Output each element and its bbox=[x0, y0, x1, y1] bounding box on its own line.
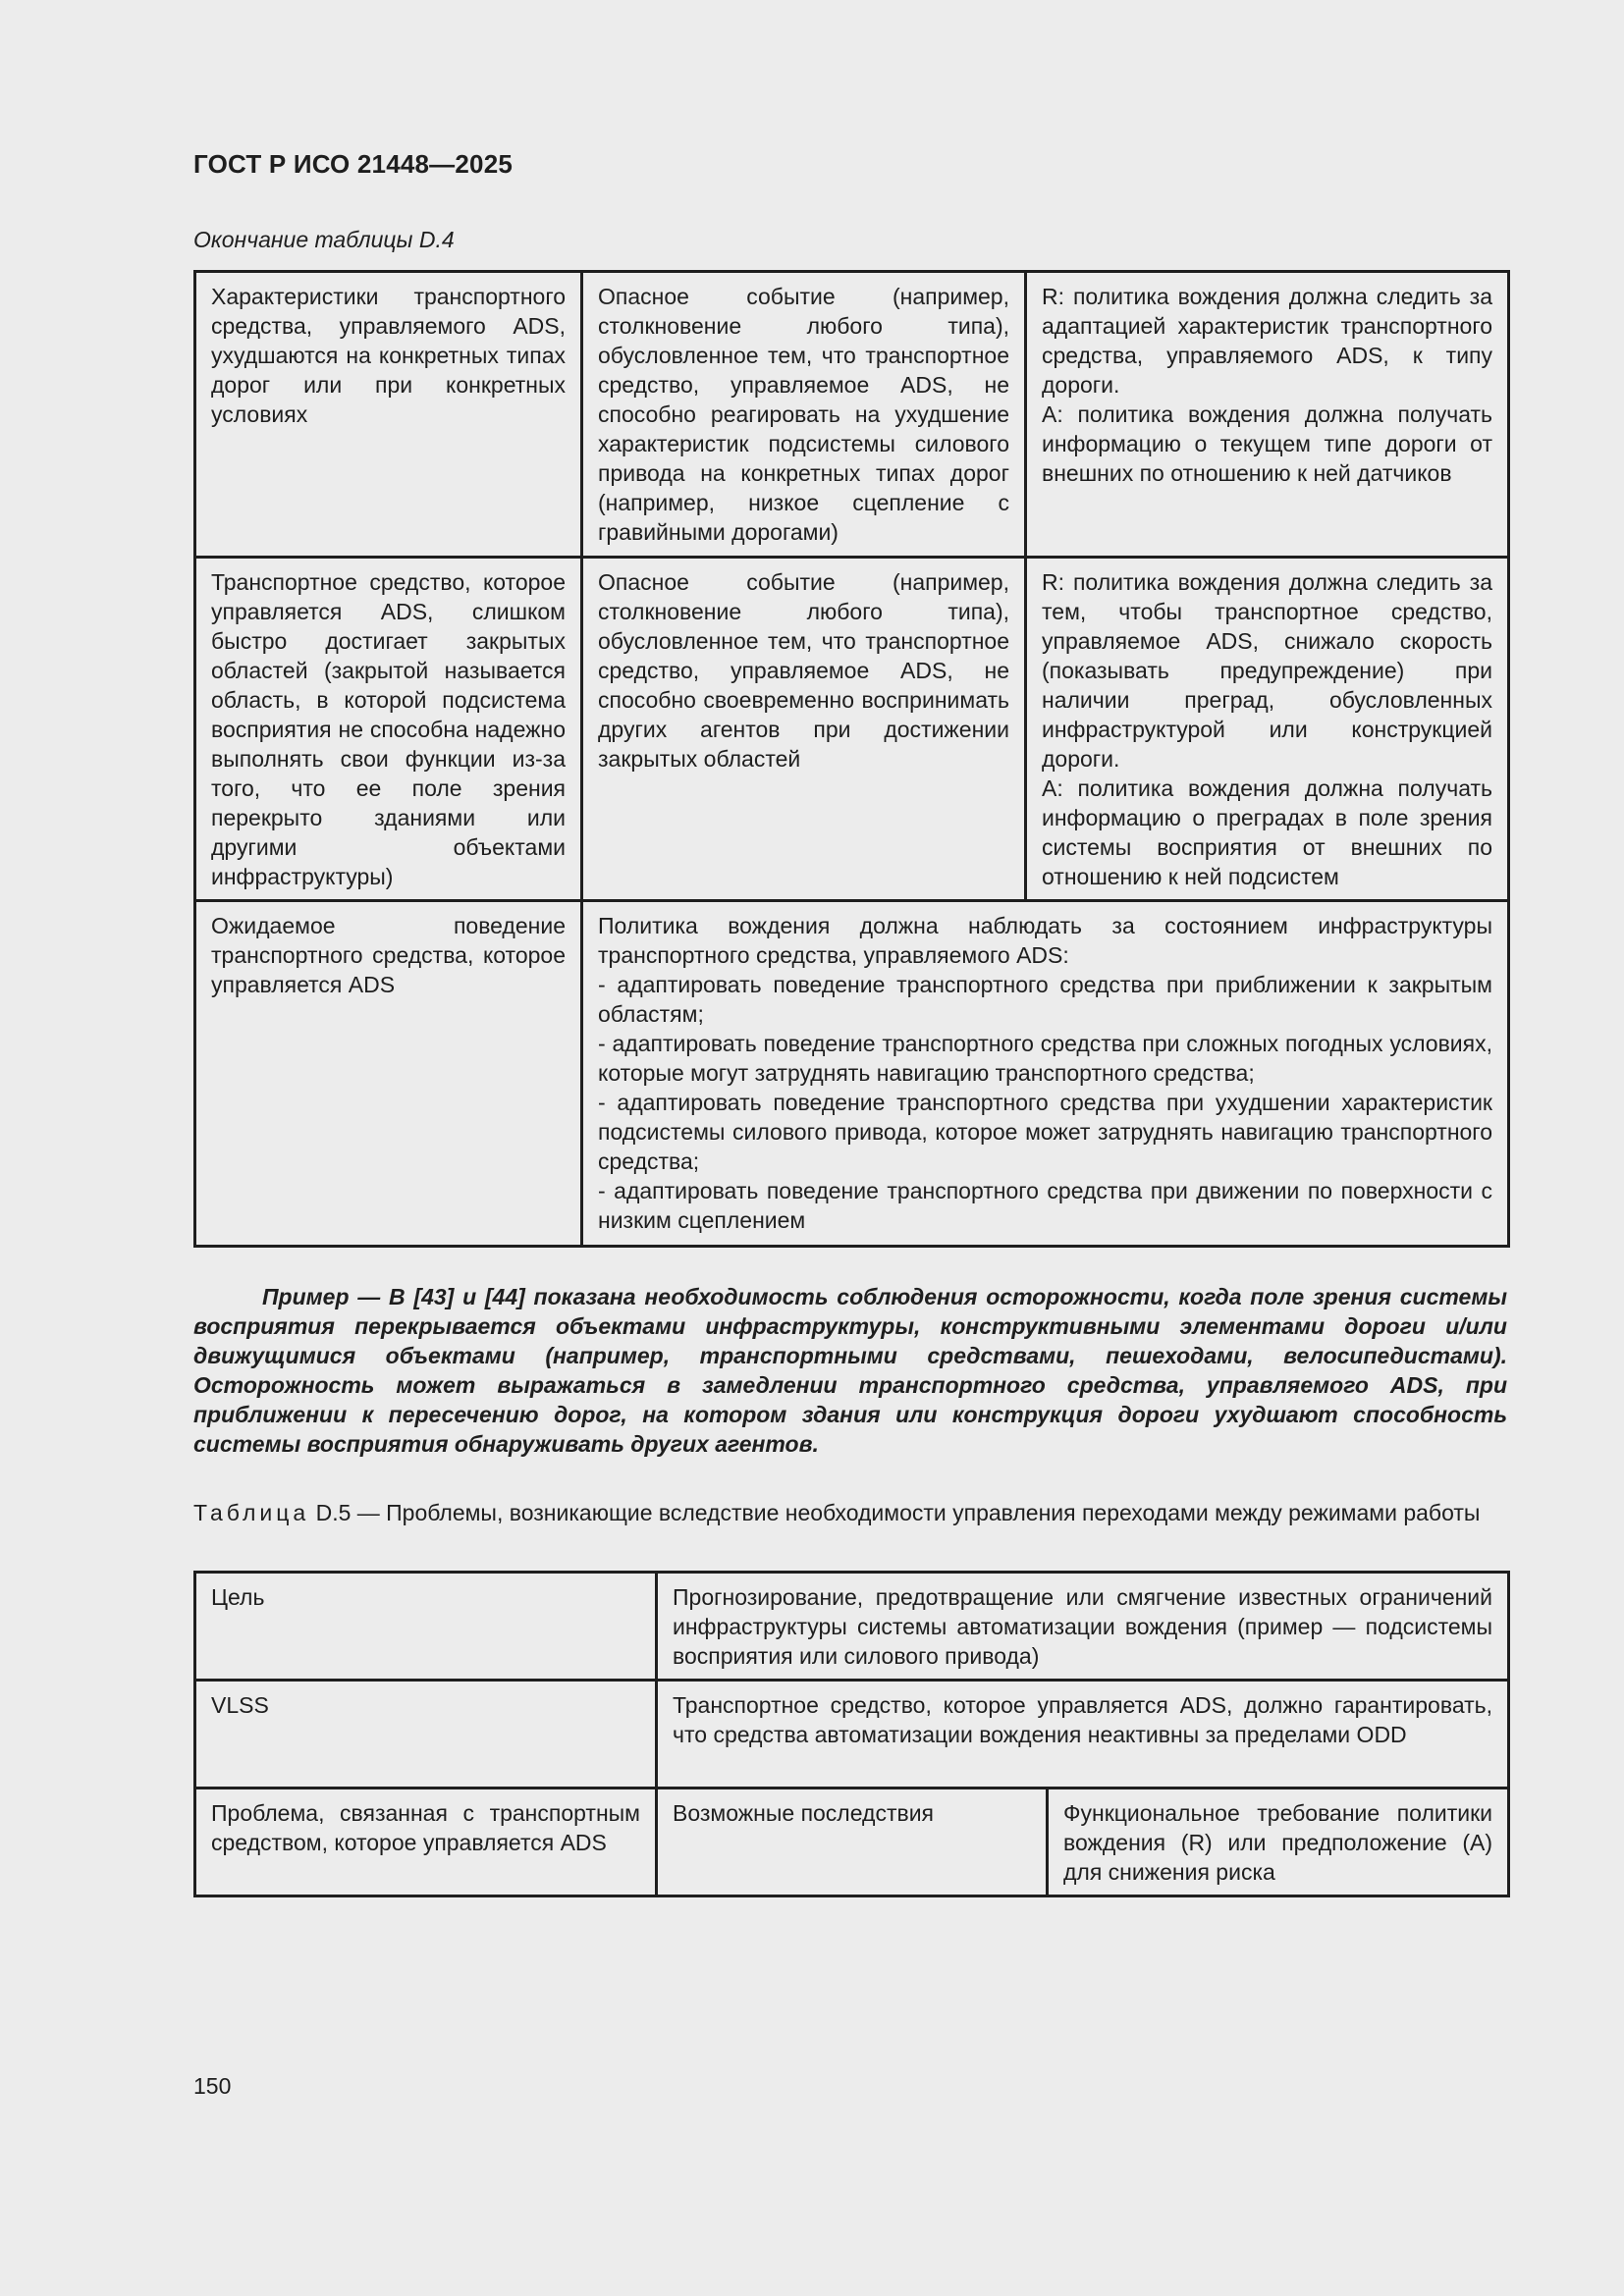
table-cell-requirement bbox=[1026, 272, 1509, 558]
table-d4-continuation-caption: Окончание таблицы D.4 bbox=[193, 227, 455, 252]
table-row bbox=[195, 558, 1509, 901]
policy-item: - адаптировать поведение транспортного средства при ухудшении характеристик подсистемы силового привода, которое может затруднять навигацию транспортного средства; bbox=[598, 1090, 1492, 1174]
table-caption-label: Таблица bbox=[193, 1500, 310, 1525]
assumption-a-text: А: политика вождения должна получать информацию о преградах в поле зрения системы восприятия от внешних по отношению к ней подсистем bbox=[1042, 775, 1492, 889]
table-cell-problem: Характеристики транспортного средства, управляемого ADS, ухудшаются на конкретных типах дорог или при конкретных условиях bbox=[195, 272, 582, 558]
table-header-problem: Проблема, связанная с транспортным средством, которое управляется ADS bbox=[195, 1789, 657, 1896]
table-row bbox=[195, 1573, 1509, 1681]
table-cell-expected-policy bbox=[582, 901, 1509, 1247]
policy-item: - адаптировать поведение транспортного средства при движении по поверхности с низким сцеплением bbox=[598, 1178, 1492, 1233]
requirement-r-text: R: политика вождения должна следить за адаптацией характеристик транспортного средства, управляемого ADS, к типу дороги. bbox=[1042, 284, 1492, 398]
policy-item: - адаптировать поведение транспортного средства при сложных погодных условиях, которые могут затруднять навигацию транспортного средства; bbox=[598, 1031, 1492, 1086]
policy-item: - адаптировать поведение транспортного средства при приближении к закрытым областям; bbox=[598, 972, 1492, 1027]
table-row bbox=[195, 901, 1509, 1247]
table-caption-text: D.5 — Проблемы, возникающие вследствие необходимости управления переходами между режимами работы bbox=[309, 1500, 1481, 1525]
table-header-requirement: Функциональное требование политики вождения (R) или предположение (А) для снижения риска bbox=[1048, 1789, 1509, 1896]
table-cell-label: VLSS bbox=[195, 1681, 657, 1789]
table-cell-consequence: Опасное событие (например, столкновение любого типа), обусловленное тем, что транспортное средство, управляемое ADS, не способно своевременно воспринимать других агентов при достижении закрытых областей bbox=[582, 558, 1026, 901]
table-d5-caption bbox=[193, 1498, 1507, 1527]
table-header-consequences: Возможные последствия bbox=[657, 1789, 1048, 1896]
table-row bbox=[195, 1681, 1509, 1789]
example-paragraph bbox=[193, 1282, 1507, 1459]
table-cell-problem: Транспортное средство, которое управляется ADS, слишком быстро достигает закрытых областей (закрытой называется область, в которой подсистема восприятия не способна надежно выполнять свои функции из-за того, что ее поле зрения перекрыто зданиями или другими объектами инфраструктуры) bbox=[195, 558, 582, 901]
table-header-row bbox=[195, 1789, 1509, 1896]
assumption-a-text: А: политика вождения должна получать информацию о текущем типе дороги от внешних по отношению к ней датчиков bbox=[1042, 401, 1492, 486]
document-header: ГОСТ Р ИСО 21448—2025 bbox=[193, 149, 514, 179]
table-cell-value: Транспортное средство, которое управляется ADS, должно гарантировать, что средства автоматизации вождения неактивны за пределами ODD bbox=[657, 1681, 1509, 1789]
table-row bbox=[195, 272, 1509, 558]
table-cell-expected-behaviour: Ожидаемое поведение транспортного средства, которое управляется ADS bbox=[195, 901, 582, 1247]
page-number: 150 bbox=[193, 2073, 232, 2099]
table-d4 bbox=[193, 270, 1510, 1248]
table-d5 bbox=[193, 1571, 1510, 1897]
table-cell-label: Цель bbox=[195, 1573, 657, 1681]
table-cell-value: Прогнозирование, предотвращение или смягчение известных ограничений инфраструктуры системы автоматизации вождения (пример — подсистемы восприятия или силового привода) bbox=[657, 1573, 1509, 1681]
policy-intro: Политика вождения должна наблюдать за состоянием инфраструктуры транспортного средства, управляемого ADS: bbox=[598, 913, 1492, 968]
table-cell-consequence: Опасное событие (например, столкновение любого типа), обусловленное тем, что транспортное средство, управляемое ADS, не способно реагировать на ухудшение характеристик подсистемы силового привода на конкретных типах дорог (например, низкое сцепление с гравийными дорогами) bbox=[582, 272, 1026, 558]
example-text: Пример — В [43] и [44] показана необходимость соблюдения осторожности, когда поле зрения системы восприятия перекрывается объектами инфраструктуры, конструктивными элементами дороги и/или движущимися объектами (например, транспортными средствами, пешеходами, велосипедистами). Осторожность может выражаться в замедлении транспортного средства, управляемого ADS, при приближении к пересечению дорог, на котором здания или конструкция дороги ухудшают способность системы восприятия обнаруживать других агентов. bbox=[193, 1284, 1507, 1457]
requirement-r-text: R: политика вождения должна следить за тем, чтобы транспортное средство, управляемое ADS, снижало скорость (показывать предупреждение) при наличии преград, обусловленных инфраструктурой или конструкцией дороги. bbox=[1042, 569, 1492, 772]
table-cell-requirement bbox=[1026, 558, 1509, 901]
